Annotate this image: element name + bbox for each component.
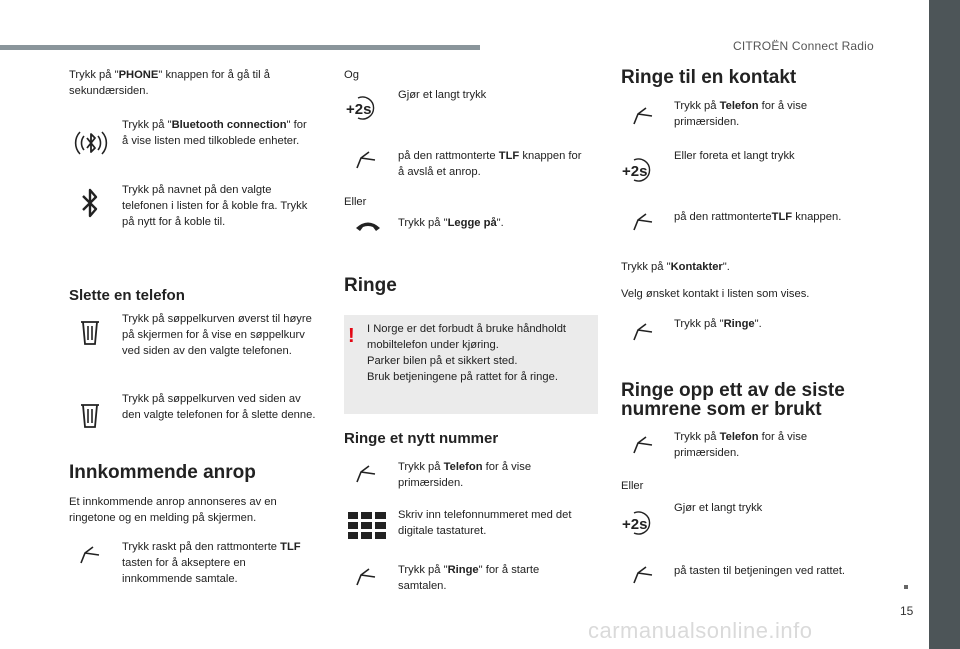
delete-step-1: Trykk på søppelkurven øverst til høyre på skjermen for å vise en søppelkurv ved siden av den valgte telefonen. <box>122 313 312 357</box>
eller-label: Eller <box>344 196 367 208</box>
page-marker <box>904 585 908 589</box>
trash-icon <box>79 320 101 346</box>
steering-press-icon <box>355 565 377 587</box>
warning-line-3: Bruk betjeningene på rattet for å ringe. <box>367 371 558 383</box>
bluetooth-icon <box>80 186 100 220</box>
select-phone-step: Trykk på navnet på den valgte telefonen i listen for å koble fra. Trykk på nytt for å koble til. <box>122 184 308 228</box>
recent-step-2: Gjør et langt trykk <box>674 502 763 514</box>
recent-heading-line-1: Ringe opp ett av de siste <box>621 380 845 401</box>
warning-icon: ! <box>348 325 355 347</box>
contact-step-6: Trykk på "Ringe". <box>674 318 762 330</box>
svg-text:+2s: +2s <box>346 101 372 118</box>
delete-step-2: Trykk på søppelkurven ved siden av den valgte telefonen for å slette denne. <box>122 393 316 421</box>
hang-up-step: Trykk på "Legge på". <box>398 217 504 229</box>
steering-press-icon <box>632 104 654 126</box>
contact-step-4: Trykk på "Kontakter". <box>621 261 730 273</box>
watermark: carmanualsonline.info <box>588 618 813 643</box>
recent-step-3: på tasten til betjeningen ved rattet. <box>674 565 846 577</box>
steering-press-icon <box>632 433 654 455</box>
steering-press-icon <box>355 462 377 484</box>
intro-text: Trykk på "PHONE" knappen for å gå til å sekundærsiden. <box>69 69 270 97</box>
contact-heading: Ringe til en kontakt <box>621 67 797 88</box>
incoming-call-text: Et innkommende anrop annonseres av en ringetone og en melding på skjermen. <box>69 496 277 524</box>
steering-press-icon <box>632 210 654 232</box>
contact-step-2: Eller foreta et langt trykk <box>674 150 795 162</box>
steering-press-icon <box>632 320 654 342</box>
steering-press-icon <box>355 148 377 170</box>
svg-text:+2s: +2s <box>622 516 648 533</box>
steering-press-icon <box>632 563 654 585</box>
header-rule <box>0 45 480 50</box>
page-edge-bar <box>929 0 960 649</box>
long-press-icon <box>620 509 662 537</box>
contact-step-3: på den rattmonterteTLF knappen. <box>674 211 842 223</box>
new-number-heading: Ringe et nytt nummer <box>344 430 499 447</box>
delete-phone-heading: Slette en telefon <box>69 287 185 304</box>
new-number-step-1: Trykk på Telefon for å vise primærsiden. <box>398 461 532 489</box>
contact-step-5: Velg ønsket kontakt i listen som vises. <box>621 288 810 300</box>
incoming-accept-step: Trykk raskt på den rattmonterte TLF tasten for å akseptere en innkommende samtale. <box>122 541 301 585</box>
svg-text:+2s: +2s <box>622 163 648 180</box>
long-press-text: Gjør et langt trykk <box>398 89 487 101</box>
warning-line-2: Parker bilen på et sikkert sted. <box>367 355 518 367</box>
incoming-call-heading: Innkommende anrop <box>69 462 256 483</box>
bluetooth-connection-icon <box>73 124 109 162</box>
warning-note <box>344 315 598 414</box>
og-label: Og <box>344 69 359 81</box>
hang-up-icon <box>354 219 382 233</box>
brand-label: CITROËN Connect Radio <box>733 39 874 53</box>
page-number: 15 <box>900 604 914 618</box>
call-heading: Ringe <box>344 275 397 296</box>
new-number-step-3: Trykk på "Ringe" for å starte samtalen. <box>398 564 540 592</box>
long-press-icon <box>344 94 386 122</box>
recent-heading-line-2: numrene som er brukt <box>621 399 822 420</box>
trash-icon <box>79 403 101 429</box>
long-press-icon <box>620 156 662 184</box>
bluetooth-step: Trykk på "Bluetooth connection" for å vise listen med tilkoblede enheter. <box>122 119 307 147</box>
keypad-icon <box>348 512 386 540</box>
recent-eller-label: Eller <box>621 480 644 492</box>
warning-line-1: I Norge er det forbudt å bruke håndholdt mobiltelefon under kjøring. <box>367 323 567 351</box>
steering-press-icon <box>79 543 101 565</box>
recent-step-1: Trykk på Telefon for å vise primærsiden. <box>674 431 808 459</box>
contact-step-1: Trykk på Telefon for å vise primærsiden. <box>674 100 808 128</box>
reject-call-step: på den rattmonterte TLF knappen for å avslå et anrop. <box>398 150 582 178</box>
new-number-step-2: Skriv inn telefonnummeret med det digitale tastaturet. <box>398 509 572 537</box>
